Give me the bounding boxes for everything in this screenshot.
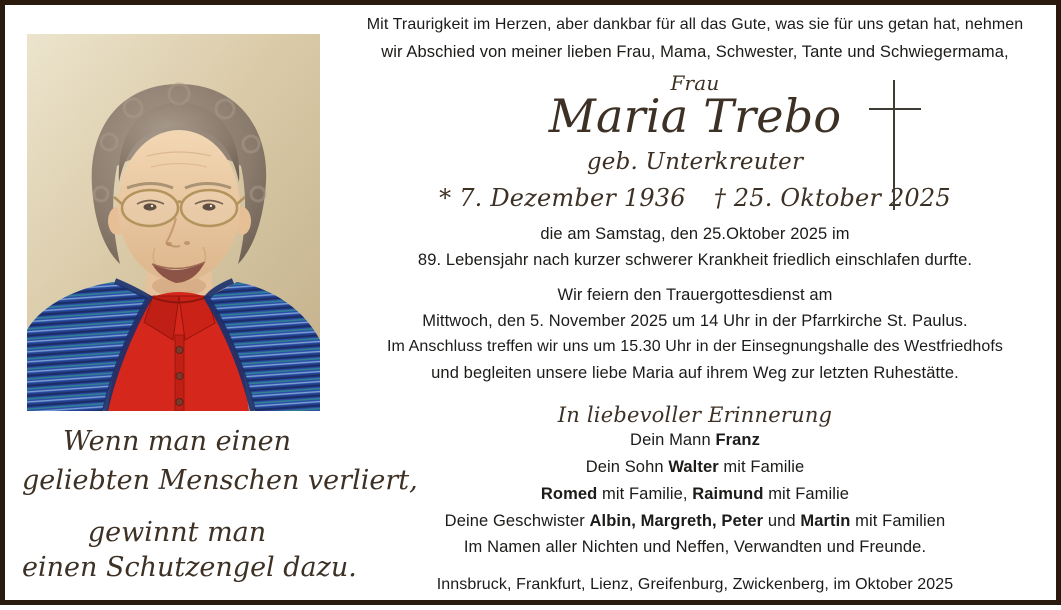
portrait-illustration [27, 34, 320, 411]
birth-date: * 7. Dezember 1936 [439, 184, 686, 212]
family-line-closing: Im Namen aller Nichten und Neffen, Verwandten und Freunde. [463, 538, 927, 556]
family-line-siblings [342, 512, 1048, 531]
footer-places-date: Innsbruck, Frankfurt, Lienz, Greifenburg, Zwickenberg, im Oktober 2025 [436, 576, 954, 593]
family-name: Martin [800, 512, 851, 530]
deceased-title: Frau [670, 71, 720, 95]
life-dates [342, 184, 1048, 212]
family-name: Albin, Margreth, Peter [589, 512, 764, 530]
family-text: mit Familie [718, 458, 805, 476]
family-text: Dein Sohn [585, 458, 669, 476]
family-text: und [763, 512, 801, 530]
death-date: † 25. Oktober 2025 [713, 184, 951, 212]
family-text: mit Familien [850, 512, 946, 530]
deceased-maiden-name: geb. Unterkreuter [586, 149, 804, 175]
verse-line: gewinnt man [87, 517, 267, 548]
intro-line-2: wir Abschied von meiner lieben Frau, Mama, Schwester, Tante und Schwiegermama, [381, 43, 1009, 61]
family-text: mit Familie, [597, 485, 693, 503]
family-line-sons [342, 485, 1048, 504]
portrait-photo [27, 34, 320, 411]
passing-line-1: die am Samstag, den 25.Oktober 2025 im [540, 225, 850, 243]
family-text: Deine Geschwister [444, 512, 590, 530]
family-name: Walter [668, 458, 719, 476]
service-line-3: Im Anschluss treffen wir uns um 15.30 Uhr in der Einsegnungshalle des Westfriedhofs [386, 338, 1004, 355]
family-name: Raimund [692, 485, 764, 503]
family-name: Franz [715, 431, 760, 449]
service-line-4: und begleiten unsere liebe Maria auf ihrem Weg zur letzten Ruhestätte. [431, 364, 959, 382]
service-line-2: Mittwoch, den 5. November 2025 um 14 Uhr in der Pfarrkirche St. Paulus. [422, 312, 968, 330]
remembrance-title: In liebevoller Erinnerung [557, 403, 833, 427]
notice-text-column [342, 5, 1048, 610]
family-text: Dein Mann [630, 431, 716, 449]
family-line-son [342, 458, 1048, 477]
deceased-name: Maria Trebo [548, 89, 842, 143]
verse-line: Wenn man einen [63, 426, 291, 457]
cross-icon [868, 78, 922, 212]
family-name: Romed [540, 485, 598, 503]
intro-line-1: Mit Traurigkeit im Herzen, aber dankbar für all das Gute, was sie für uns getan hat, nehmen [366, 16, 1024, 33]
passing-line-2: 89. Lebensjahr nach kurzer schwerer Krankheit friedlich einschlafen durfte. [417, 251, 973, 269]
service-line-1: Wir feiern den Trauergottesdienst am [557, 286, 833, 304]
verse-line: geliebten Menschen verliert, [22, 465, 418, 496]
family-text: mit Familie [763, 485, 850, 503]
family-line-husband [342, 431, 1048, 450]
verse-line: einen Schutzengel dazu. [22, 552, 357, 583]
